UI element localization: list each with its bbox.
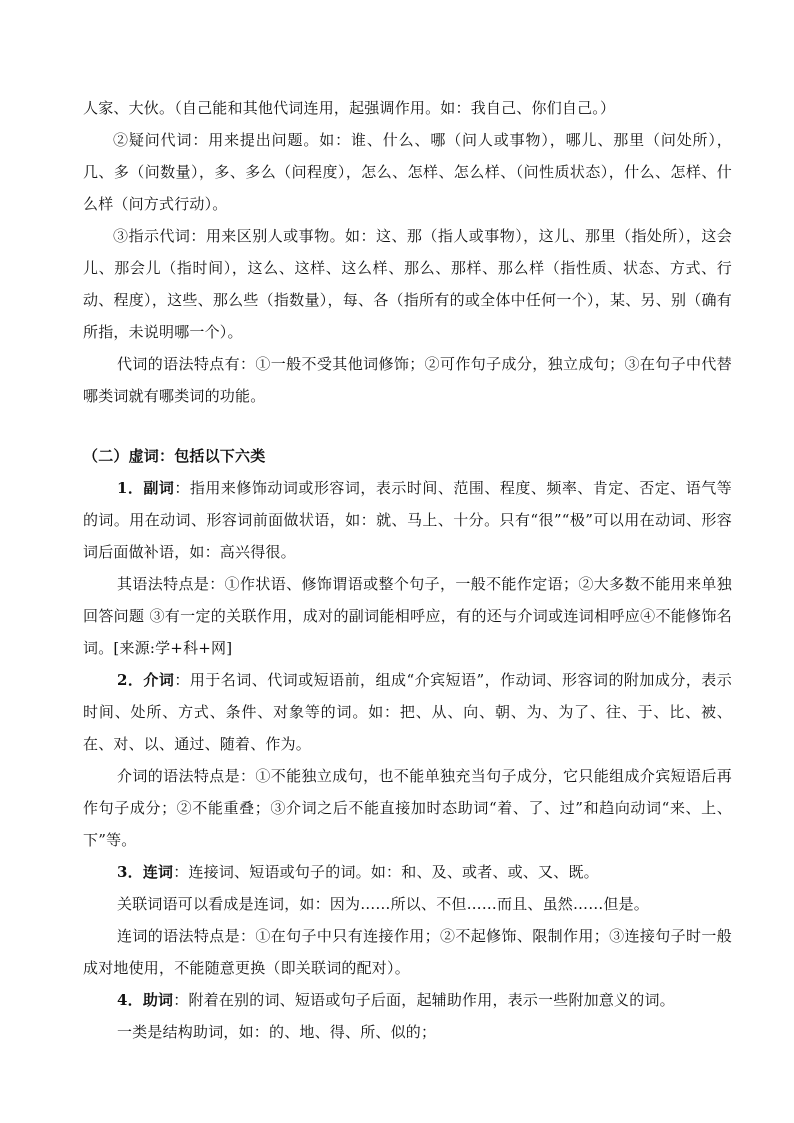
- conjunction-definition: ：连接词、短语或句子的词。如：和、及、或者、或、又、既。: [173, 863, 599, 881]
- section-heading-function-words: （二）虚词：包括以下六类: [83, 447, 266, 465]
- paragraph-interrogative-pronouns: ②疑问代词：用来提出问题。如：谁、什么、哪（问人或事物），哪儿、那里（问处所），几、多（问数量），多、多么（问程度），怎么、怎样、怎么样、（问性质状态），什么、怎样、什么样（问方式行动）。: [83, 131, 732, 213]
- paragraph-adverb-features: 其语法特点是：①作状语、修饰谓语或整个句子，一般不能作定语；②大多数不能用来单独回答问题 ③有一定的关联作用，成对的副词能相呼应，有的还与介词或连词相呼应④不能修饰名词。[来源:学+科+网]: [83, 575, 732, 657]
- paragraph-prepositions: [83, 664, 732, 760]
- paragraph-preposition-features: 介词的语法特点是：①不能独立成句，也不能单独充当句子成分，它只能组成介宾短语后再作句子成分；②不能重叠；③介词之后不能直接加时态助词“着、了、过”和趋向动词“来、上、下”等。: [83, 767, 732, 849]
- conjunction-title: 3．连词: [117, 863, 174, 881]
- paragraph-pronoun-features: 代词的语法特点有：①一般不受其他词修饰；②可作句子成分，独立成句；③在句子中代替哪类词就有哪类词的功能。: [83, 355, 732, 405]
- paragraph-structural-particles: 一类是结构助词，如：的、地、得、所、似的；: [117, 1023, 437, 1041]
- particle-definition: ：附着在别的词、短语或句子后面，起辅助作用，表示一些附加意义的词。: [173, 991, 675, 1009]
- paragraph-pronoun-examples: 人家、大伙。（自己能和其他代词连用，起强调作用。如：我自己、你们自己。）: [83, 99, 616, 117]
- paragraph-correlative-conjunctions: 关联词语可以看成是连词，如：因为……所以、不但……而且、虽然……但是。: [117, 895, 650, 913]
- paragraph-adverbs: [83, 472, 732, 568]
- paragraph-conjunctions: [83, 856, 732, 888]
- paragraph-particles: [83, 984, 732, 1016]
- paragraph-demonstrative-pronouns: ③指示代词：用来区别人或事物。如：这、那（指人或事物），这儿、那里（指处所），这会儿、那会儿（指时间），这么、这样、这么样、那么、那样、那么样（指性质、状态、方式、行动、程度），这些、那么些（指数量），每、各（指所有的或全体中任何一个），某、另、别（确有所指，未说明哪一个）。: [83, 227, 732, 341]
- adverb-title: 1．副词: [117, 479, 175, 497]
- section-gap: [83, 412, 732, 440]
- adverb-definition: ：指用来修饰动词或形容词，表示时间、范围、程度、频率、肯定、否定、语气等的词。用在动词、形容词前面做状语，如：就、马上、十分。只有“很”“极”可以用在动词、形容词后面做补语，如：高兴得很。: [83, 479, 732, 561]
- preposition-definition: ：用于名词、代词或短语前，组成“介宾短语”，作动词、形容词的附加成分，表示时间、处所、方式、条件、对象等的词。如：把、从、向、朝、为、为了、往、于、比、被、在、对、以、通过、随着、作为。: [83, 671, 732, 753]
- paragraph-conjunction-features: 连词的语法特点是：①在句子中只有连接作用；②不起修饰、限制作用；③连接句子时一般成对地使用，不能随意更换（即关联词的配对）。: [83, 927, 732, 977]
- preposition-title: 2．介词: [117, 671, 175, 689]
- particle-title: 4．助词: [117, 991, 174, 1009]
